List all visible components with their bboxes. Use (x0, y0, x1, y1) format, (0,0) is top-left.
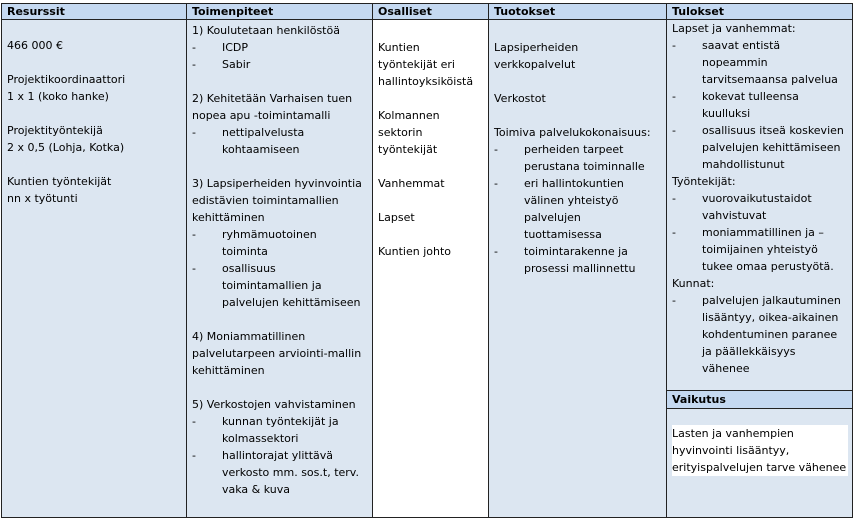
bullet-line: osallisuus (222, 262, 276, 275)
osalliset-line: sektorin (378, 126, 423, 139)
spacer (192, 311, 372, 328)
bullet-line: eri hallintokuntien (524, 177, 624, 190)
osalliset-line: Kuntien johto (378, 245, 452, 258)
toimenpide-title: 5) Verkostojen vahvistaminen (192, 398, 356, 411)
osalliset-line: Vanhemmat (378, 177, 445, 190)
bullet-dash: - (494, 177, 498, 190)
bullet-text (702, 292, 852, 377)
toimenpide-title: kehittäminen (192, 211, 265, 224)
bullet-line: mahdollistunut (702, 158, 785, 171)
bullet-line: vuorovaikutustaidot (702, 192, 812, 205)
toimenpide-title: nopea apu -toimintamalli (192, 109, 331, 122)
tulokset-group-title: Kunnat: (672, 277, 715, 290)
bullet-text (524, 175, 666, 243)
osalliset-line: Lapset (378, 211, 415, 224)
bullet-line: kohdentuminen paranee (702, 328, 838, 341)
bullet-text (222, 226, 372, 260)
resurssit-line: 1 x 1 (koko hanke) (7, 90, 109, 103)
resurssit-line: 466 000 € (7, 39, 63, 52)
vaikutus-body (672, 425, 848, 476)
header-resurssit: Resurssit (2, 3, 186, 20)
tulokset-group-title: Työntekijät: (672, 175, 736, 188)
osalliset-line: hallintoyksiköistä (378, 75, 474, 88)
bullet-line: välinen yhteistyö (524, 194, 619, 207)
bullet-text (702, 37, 852, 88)
toimenpide-title: 1) Koulutetaan henkilöstöä (192, 24, 340, 37)
bullet-line: toiminta (222, 245, 268, 258)
bullet-line: ICDP (222, 41, 249, 54)
bullet-line: vahvistuvat (702, 209, 767, 222)
bullet-dash: - (192, 126, 196, 139)
header-toimenpiteet: Toimenpiteet (187, 3, 372, 20)
header-tuotokset: Tuotokset (489, 3, 666, 20)
toimenpiteet-body (187, 20, 372, 498)
vaikutus-line: hyvinvointi lisääntyy, (672, 444, 790, 457)
bullet-line: kunnan työntekijät ja (222, 415, 339, 428)
bullet-dash: - (672, 39, 676, 52)
bullet-dash: - (192, 58, 196, 71)
bullet-line: lisääntyy, oikea-aikainen (702, 311, 839, 324)
bullet-dash: - (192, 41, 196, 54)
spacer (378, 158, 488, 175)
bullet-line: hallintorajat ylittävä (222, 449, 334, 462)
spacer (378, 90, 488, 107)
bullet-line: kolmassektori (222, 432, 299, 445)
bullet-text (702, 88, 852, 122)
spacer (494, 73, 666, 90)
bullet-text (222, 124, 372, 158)
tulos-item (672, 37, 852, 88)
osalliset-line: työntekijät (378, 143, 438, 156)
bullet-text (702, 224, 852, 275)
bullet-line: toimintarakenne ja (524, 245, 628, 258)
bullet-line: ryhmämuotoinen (222, 228, 317, 241)
tuotos-item (494, 243, 666, 277)
spacer (192, 158, 372, 175)
tulos-item (672, 292, 852, 377)
header-osalliset: Osalliset (373, 3, 488, 20)
header-vaikutus: Vaikutus (667, 390, 852, 409)
toimenpide-item (192, 56, 372, 73)
resurssit-body (2, 20, 186, 207)
osalliset-line: työntekijät eri (378, 58, 455, 71)
bullet-text (222, 447, 372, 498)
tuotokset-body (489, 20, 666, 277)
bullet-dash: - (192, 262, 196, 275)
bullet-line: saavat entistä (702, 39, 781, 52)
column-toimenpiteet (187, 3, 373, 518)
resurssit-line: 2 x 0,5 (Lohja, Kotka) (7, 141, 125, 154)
spacer (7, 156, 186, 173)
bullet-text (524, 141, 666, 175)
bullet-dash: - (672, 294, 676, 307)
bullet-dash: - (672, 90, 676, 103)
bullet-text (222, 39, 372, 56)
resurssit-line: Kuntien työntekijät (7, 175, 112, 188)
column-tulokset (667, 3, 853, 518)
osalliset-line: Kuntien (378, 41, 420, 54)
bullet-line: palvelujen jalkautuminen (702, 294, 841, 307)
toimenpide-item (192, 124, 372, 158)
bullet-dash: - (672, 124, 676, 137)
bullet-dash: - (192, 228, 196, 241)
toimenpide-item (192, 260, 372, 311)
bullet-text (222, 260, 372, 311)
tuotos-item (494, 175, 666, 243)
bullet-line: moniammatillinen ja – (702, 226, 824, 239)
toimenpide-title: 2) Kehitetään Varhaisen tuen (192, 92, 353, 105)
bullet-dash: - (192, 449, 196, 462)
bullet-line: palvelujen (524, 211, 581, 224)
spacer (7, 105, 186, 122)
toimenpide-title: kehittäminen (192, 364, 265, 377)
resurssit-line: nn x työtunti (7, 192, 78, 205)
tulos-item (672, 224, 852, 275)
bullet-line: kohtaamiseen (222, 143, 300, 156)
bullet-line: vaka & kuva (222, 483, 290, 496)
spacer (192, 379, 372, 396)
tuotokset-line: Lapsiperheiden (494, 41, 579, 54)
bullet-text (222, 413, 372, 447)
vaikutus-line: Lasten ja vanhempien (672, 427, 794, 440)
spacer (192, 73, 372, 90)
bullet-line: prosessi mallinnettu (524, 262, 636, 275)
table-bottom-border (1, 517, 853, 518)
bullet-text (222, 56, 372, 73)
resurssit-line: Projektityöntekijä (7, 124, 103, 137)
bullet-line: kokevat tulleensa (702, 90, 799, 103)
bullet-line: ja päällekkäisyys (702, 345, 796, 358)
toimenpide-title: palvelutarpeen arviointi-mallin (192, 347, 362, 360)
tuotos-item (494, 141, 666, 175)
bullet-line: nopeammin (702, 56, 768, 69)
toimenpide-item (192, 39, 372, 56)
bullet-line: perustana toiminnalle (524, 160, 645, 173)
bullet-line: verkosto mm. sos.t, terv. (222, 466, 359, 479)
tulokset-group-title: Lapset ja vanhemmat: (672, 22, 796, 35)
bullet-line: perheiden tarpeet (524, 143, 624, 156)
vaikutus-line: erityispalvelujen tarve vähenee (672, 461, 847, 474)
osalliset-line: Kolmannen (378, 109, 440, 122)
bullet-line: nettipalvelusta (222, 126, 305, 139)
spacer (378, 192, 488, 209)
toimenpide-title: 3) Lapsiperheiden hyvinvointia (192, 177, 362, 190)
toimenpide-title: 4) Moniammatillinen (192, 330, 306, 343)
bullet-line: toimintamallien ja (222, 279, 322, 292)
header-tulokset: Tulokset (667, 3, 852, 20)
tulos-item (672, 122, 852, 173)
tuotokset-line: Verkostot (494, 92, 546, 105)
resurssit-line: Projektikoordinaattori (7, 73, 126, 86)
tulokset-body (667, 20, 852, 377)
bullet-dash: - (672, 226, 676, 239)
tulos-item (672, 190, 852, 224)
column-resurssit (1, 3, 187, 518)
tulos-item (672, 88, 852, 122)
bullet-line: palvelujen kehittämiseen (222, 296, 361, 309)
bullet-text (524, 243, 666, 277)
bullet-dash: - (192, 415, 196, 428)
bullet-line: vähenee (702, 362, 750, 375)
osalliset-body (373, 20, 488, 260)
bullet-dash: - (494, 143, 498, 156)
bullet-dash: - (494, 245, 498, 258)
toimenpide-item (192, 226, 372, 260)
spacer (7, 54, 186, 71)
tuotokset-line: verkkopalvelut (494, 58, 576, 71)
logic-model-table (1, 3, 853, 518)
bullet-line: toimijainen yhteistyö (702, 243, 818, 256)
bullet-text (702, 122, 852, 173)
spacer (494, 107, 666, 124)
tuotokset-line: Toimiva palvelukokonaisuus: (494, 126, 651, 139)
bullet-line: palvelujen kehittämiseen (702, 141, 841, 154)
bullet-line: osallisuus itseä koskevien (702, 124, 844, 137)
bullet-text (702, 190, 852, 224)
bullet-line: Sabir (222, 58, 251, 71)
bullet-line: tarvitsemaansa palvelua (702, 73, 838, 86)
column-tuotokset (489, 3, 667, 518)
toimenpide-item (192, 413, 372, 447)
toimenpide-title: edistävien toimintamallien (192, 194, 339, 207)
column-osalliset (373, 3, 489, 518)
toimenpide-item (192, 447, 372, 498)
bullet-line: tukee omaa perustyötä. (702, 260, 834, 273)
spacer (378, 226, 488, 243)
bullet-line: kuulluksi (702, 107, 751, 120)
bullet-line: tuottamisessa (524, 228, 602, 241)
bullet-dash: - (672, 192, 676, 205)
